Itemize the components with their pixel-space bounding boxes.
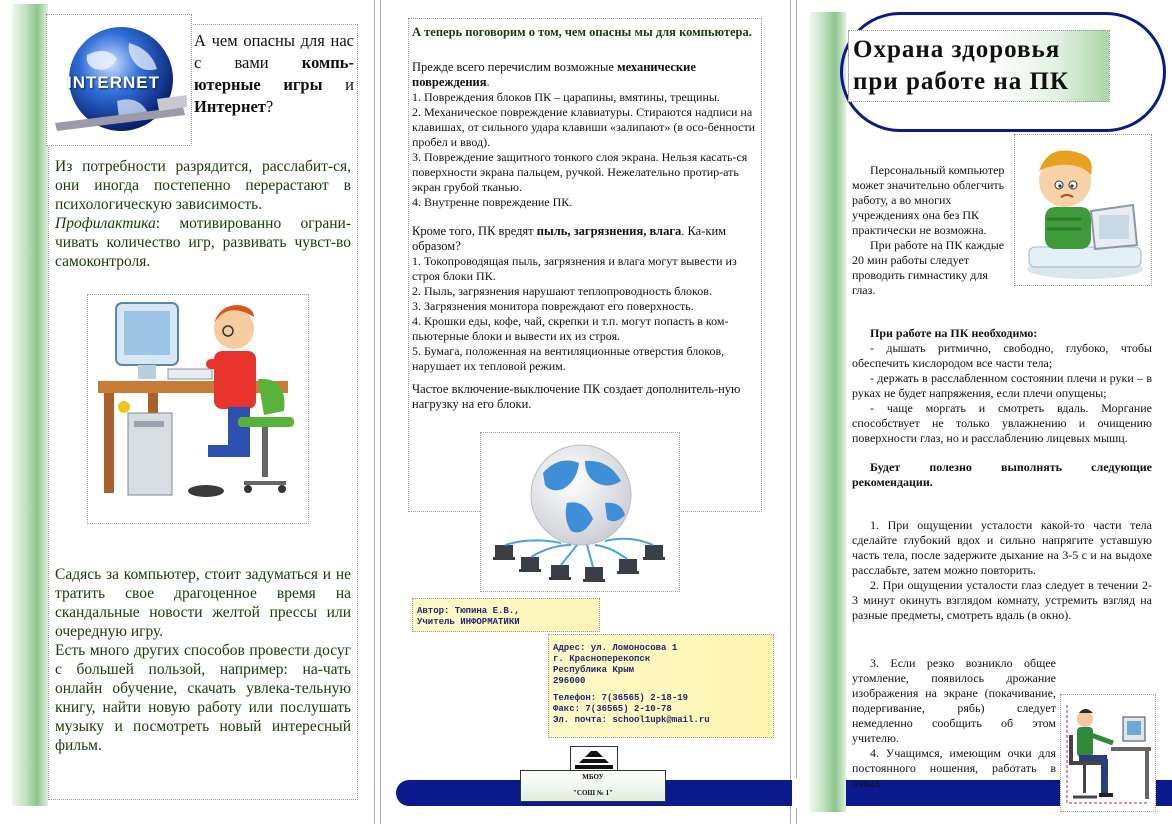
rec-title: Будет полезно выполнять следующие рекомендации. — [852, 460, 1152, 489]
panel3-body — [852, 326, 1152, 490]
title-line1: Охрана здоровья — [853, 36, 1061, 63]
heading-part-e: ? — [265, 97, 274, 116]
fold-guide-left-2 — [380, 0, 381, 824]
fold-guide-left — [374, 0, 375, 824]
prevention-label: Профилактика — [55, 215, 156, 232]
boy-at-computer-image — [87, 294, 309, 524]
internet-logo-text: INTERNET — [67, 73, 160, 92]
mech-item: 1. Повреждения блоков ПК – царапины, вмятины, трещины. — [412, 90, 720, 104]
posture-diagram-image — [1060, 694, 1156, 812]
need-item: - держать в расслабленном состоянии плечи и руки – в руках не будет напряжения, если плечи опущены; — [852, 371, 1152, 400]
prevention-text: : мотивированно ограни-чивать количество игр, развивать чувст-во самоконтроля. — [55, 215, 351, 270]
heading-part-c: и — [322, 75, 354, 94]
onoff-text: Частое включение-выключение ПК создает дополнитель-ную нагрузку на его блоки. — [412, 382, 741, 411]
contact-line: Телефон: 7(36565) 2-18-19 — [553, 693, 689, 703]
panel1-prevention — [55, 214, 351, 271]
panel3-recs-narrow — [852, 656, 1056, 791]
dust-end-text: . Ка-ким образом? — [412, 224, 727, 253]
title-box — [848, 30, 1110, 102]
rec-item: 3. Если резко возникло общее утомление, появилось дрожание изображения на экране (покачивание, подергивание, рябь) следует немедленно сообщить об этом учителю. — [852, 656, 1056, 745]
address-line: Адрес: ул. Ломоносова 1 — [553, 643, 678, 653]
dust-item: 4. Крошки еды, кофе, чай, скрепки и т.п. могут попасть в ком-пьютерные блоки и вывести их из строя. — [412, 314, 729, 343]
title-line2: при работе на ПК — [853, 68, 1070, 95]
need-item: - чаще моргать и смотреть вдаль. Моргание способствует не только увлажнению и очищению поверхности глаз, но и расслаблению лицевых мышц. — [852, 401, 1152, 445]
right-green-bar — [810, 12, 846, 812]
address-line: Республика Крым — [553, 665, 635, 675]
panel1-para3: Есть много других способов провести досуг с большей пользой, например: на-чать онлайн обучение, скачать увлека-тельную книгу, найти новую работу или послушать музыку и посмотреть новый интересный фильм. — [55, 642, 351, 754]
fold-guide-right — [790, 0, 791, 824]
mech-intro-text: Прежде всего перечислим возможные — [412, 60, 618, 74]
school-emblem-icon — [570, 746, 618, 772]
mech-item: 4. Внутренне повреждение ПК. — [412, 195, 573, 209]
need-item: - дышать ритмично, свободно, глубоко, чтобы обеспечить кислородом все части тела; — [852, 341, 1152, 370]
network-globe-image — [480, 432, 680, 592]
mech-item: 2. Механическое повреждение клавиатуры. Стираются надписи на клавишах, от сильного удара клавиши «залипают» (в осо-бенности пробел и ввод). — [412, 105, 756, 149]
mech-end-text: . — [486, 75, 490, 89]
panel2-text — [412, 24, 758, 412]
heading-part-b: компь-ютерные игры — [194, 53, 354, 94]
school-line1: МБОУ — [582, 773, 604, 781]
intro-para2: При работе на ПК каждые 20 мин работы следует проводить гимнастику для глаз. — [852, 238, 1005, 297]
mech-intro — [412, 60, 758, 90]
internet-logo-image — [46, 14, 192, 146]
panel1-para2: Садясь за компьютер, стоит задуматься и не тратить свое драгоценное время на скандальные новости желтой прессы или очередную игру. — [55, 566, 351, 640]
heading-part-d: Интернет — [194, 97, 266, 116]
panel2-title: А теперь поговорим о том, чем опасны мы для компьютера. — [412, 25, 752, 39]
panel3-intro — [852, 163, 1008, 298]
dust-item: 1. Токопроводящая пыль, загрязнения и влага могут вывести из строя блоки ПК. — [412, 254, 737, 283]
panel3-recs — [852, 518, 1152, 623]
rec-item: 4. Учащимся, имеющим очки для постоянного ношения, работать в очках. — [852, 746, 1056, 790]
heading-part-a: А чем опасны для нас с вами — [194, 31, 354, 72]
fold-guide-right-2 — [796, 0, 797, 824]
left-green-bar — [12, 4, 48, 806]
dust-item: 3. Загрязнения монитора повреждают его поверхность. — [412, 299, 694, 313]
author-note — [412, 598, 600, 632]
mech-bold-text: механические повреждения — [412, 60, 696, 89]
need-title: При работе на ПК необходимо: — [870, 326, 1038, 340]
dust-item: 5. Бумага, положенная на вентиляционные отверстия блоков, нарушает их тепловой режим. — [412, 344, 725, 373]
contact-line: Эл. почта: school1upk@mail.ru — [553, 715, 710, 725]
dust-bold-text: пыль, загрязнения, влага — [536, 224, 682, 238]
address-note — [548, 634, 774, 738]
school-line2: "СОШ № 1" — [573, 789, 613, 797]
panel1-para1: Из потребности разрядится, расслабит-ся, они иногда постепенно перерастают в психологическую зависимость. — [55, 158, 351, 213]
author-line2: Учитель ИНФОРМАТИКИ — [417, 617, 520, 627]
panel1-text-top — [55, 157, 351, 271]
mech-item: 3. Повреждение защитного тонкого слоя экрана. Нельзя касать-ся поверхности экрана пальцем, ручкой. Нежелательно протир-ать экран грубой тканью. — [412, 150, 748, 194]
rec-item: 2. При ощущении усталости глаз следует в течении 2-3 минут окинуть взглядом комнату, устремить взгляд на разные предметы, смотреть вдаль (в окно). — [852, 578, 1152, 622]
worried-boy-image — [1014, 134, 1152, 286]
dust-intro-text: Кроме того, ПК вредят — [412, 224, 537, 238]
author-line1: Автор: Тюпина Е.В., — [417, 606, 520, 616]
dust-intro — [412, 224, 758, 254]
contact-line: Факс: 7(36565) 2-10-78 — [553, 704, 672, 714]
school-label-box — [520, 770, 666, 802]
intro-para1: Персональный компьютер может значительно облегчить работу, а во многих учреждениях она без ПК практически не возможна. — [852, 163, 1005, 237]
panel1-heading — [194, 30, 354, 118]
bottom-band-gap — [792, 778, 810, 808]
rec-item: 1. При ощущении усталости какой-то части тела сделайте глубокий вдох и сильно напрягите уставшую часть тела, после задержите дыхание на 3-5 с и на выдохе расслабьте, затем можно повторить. — [852, 518, 1152, 577]
dust-item: 2. Пыль, загрязнения нарушают теплопроводность блоков. — [412, 284, 712, 298]
panel1-text-bottom — [55, 565, 351, 755]
address-line: г. Красноперекопск — [553, 654, 651, 664]
address-line: 296000 — [553, 676, 586, 686]
